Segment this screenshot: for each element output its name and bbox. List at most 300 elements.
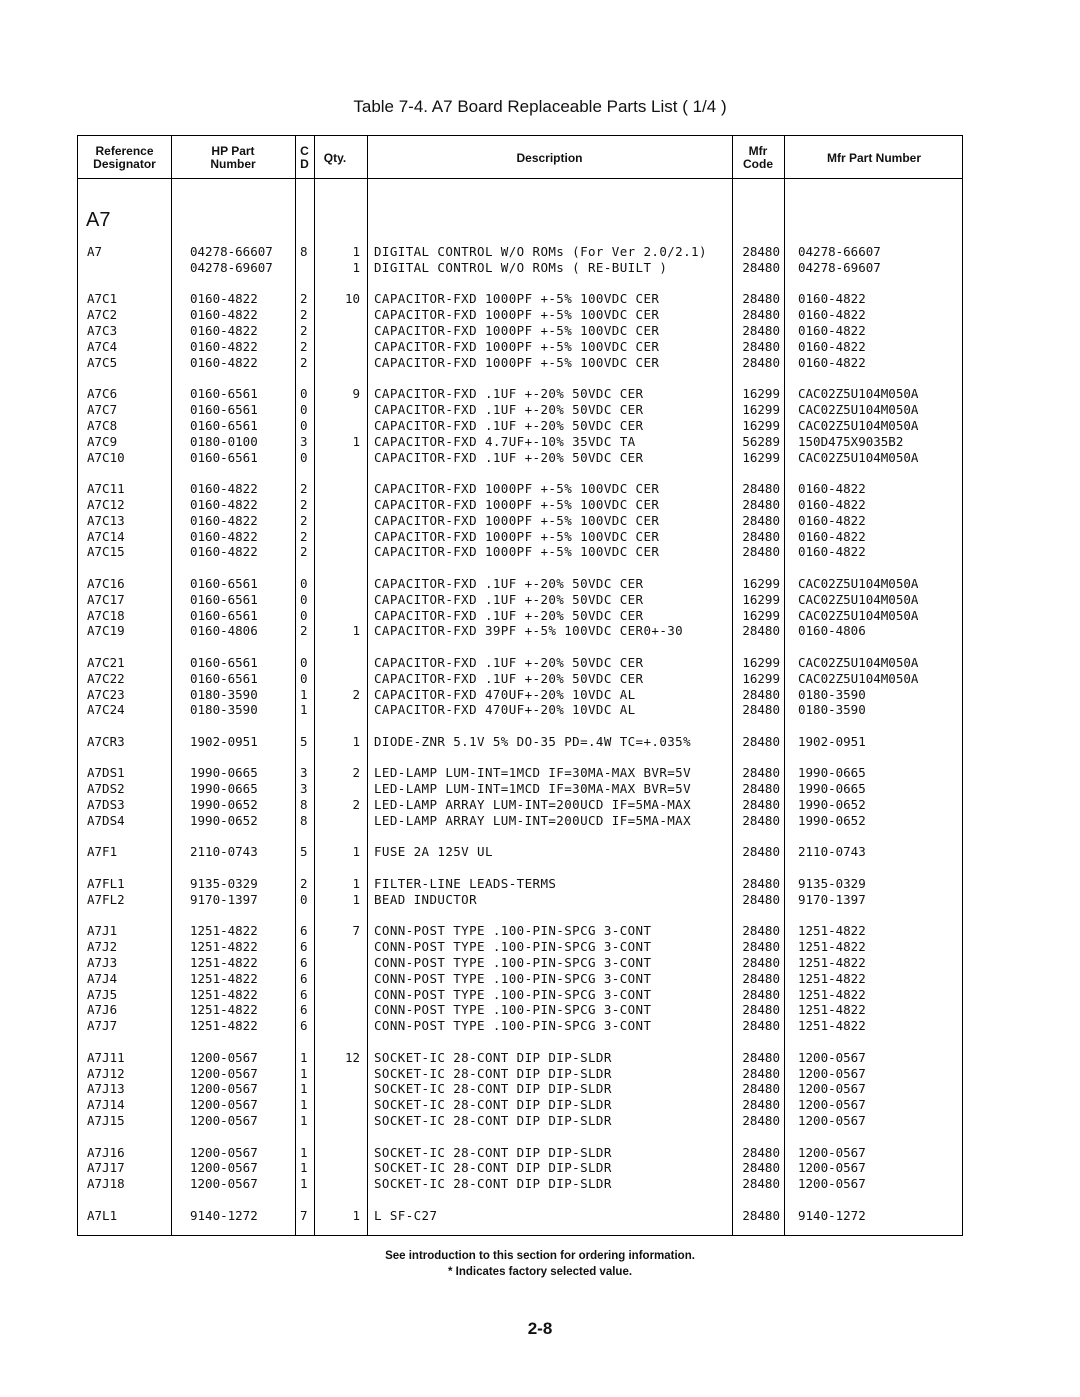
cell-hp: 0180-0100 bbox=[190, 433, 258, 449]
cell-mfr: 16299 bbox=[742, 654, 780, 670]
cell-ref: A7C23 bbox=[87, 686, 125, 702]
cell-ref: A7C3 bbox=[87, 323, 118, 338]
cell-desc: DIGITAL CONTROL W/O ROMs (For Ver 2.0/2.1) bbox=[374, 244, 707, 259]
cell-mfr: 28480 bbox=[742, 323, 780, 338]
cell-desc: DIODE-ZNR 5.1V 5% DO-35 PD=.4W TC=+.035% bbox=[374, 733, 692, 749]
cell-mfr: 28480 bbox=[742, 1160, 780, 1176]
table-row bbox=[78, 1113, 962, 1129]
header-mfr-part-number: Mfr Part Number bbox=[826, 150, 921, 165]
table-row bbox=[78, 687, 962, 703]
cell-mpn: 0160-4822 bbox=[798, 323, 866, 338]
cell-mfr: 28480 bbox=[742, 875, 780, 891]
cell-desc: CAPACITOR-FXD .1UF +-20% 50VDC CER bbox=[374, 591, 644, 607]
cell-mfr: 28480 bbox=[742, 496, 780, 512]
cell-cd: 0 bbox=[300, 607, 308, 623]
table-row bbox=[78, 244, 962, 260]
table-row bbox=[78, 450, 962, 466]
cell-hp: 0160-4822 bbox=[190, 323, 258, 338]
cell-desc: CAPACITOR-FXD .1UF +-20% 50VDC CER bbox=[374, 575, 644, 591]
cell-mfr: 28480 bbox=[742, 938, 780, 954]
cell-mpn: CAC02Z5U104M050A bbox=[798, 670, 919, 686]
cell-mfr: 28480 bbox=[742, 1049, 780, 1065]
cell-ref: A7J1 bbox=[87, 923, 118, 939]
cell-mpn: 9140-1272 bbox=[798, 1207, 866, 1223]
cell-mpn: 0160-4822 bbox=[798, 544, 866, 560]
page-number: 2-8 bbox=[527, 1319, 553, 1338]
cell-desc: CAPACITOR-FXD 1000PF +-5% 100VDC CER bbox=[374, 528, 660, 544]
cell-cd: 2 bbox=[300, 496, 308, 512]
cell-ref: A7J12 bbox=[87, 1065, 125, 1081]
cell-ref: A7C10 bbox=[87, 449, 125, 465]
cell-ref: A7C22 bbox=[87, 670, 125, 686]
cell-mpn: 0160-4822 bbox=[798, 307, 866, 323]
cell-desc: CAPACITOR-FXD 1000PF +-5% 100VDC CER bbox=[374, 338, 660, 354]
table-row bbox=[78, 323, 962, 339]
cell-desc: CONN-POST TYPE .100-PIN-SPCG 3-CONT bbox=[374, 954, 652, 970]
cell-hp: 1200-0567 bbox=[190, 1097, 258, 1113]
cell-desc: SOCKET-IC 28-CONT DIP DIP-SLDR bbox=[374, 1065, 612, 1081]
cell-hp: 1251-4822 bbox=[190, 986, 258, 1002]
table-row bbox=[78, 939, 962, 955]
cell-ref: A7C8 bbox=[87, 417, 118, 433]
table-row bbox=[78, 987, 962, 1003]
cell-desc: CAPACITOR-FXD 1000PF +-5% 100VDC CER bbox=[374, 481, 660, 496]
cell-desc: LED-LAMP ARRAY LUM-INT=200UCD IF=5MA-MAX bbox=[374, 797, 692, 812]
cell-mpn: 1200-0567 bbox=[798, 1049, 866, 1065]
cell-desc: CAPACITOR-FXD .1UF +-20% 50VDC CER bbox=[374, 402, 644, 417]
cell-mpn: 04278-69607 bbox=[798, 259, 881, 275]
cell-hp: 0160-4822 bbox=[190, 338, 258, 354]
table-row bbox=[78, 1160, 962, 1176]
table-row bbox=[78, 513, 962, 529]
cell-cd: 6 bbox=[300, 923, 308, 939]
cell-mpn: CAC02Z5U104M050A bbox=[798, 591, 919, 607]
cell-ref: A7DS3 bbox=[87, 797, 125, 812]
cell-mpn: CAC02Z5U104M050A bbox=[798, 607, 919, 623]
cell-mpn: CAC02Z5U104M050A bbox=[798, 417, 919, 433]
cell-ref: A7J11 bbox=[87, 1049, 125, 1065]
cell-ref: A7C14 bbox=[87, 528, 125, 544]
cell-hp: 0160-6561 bbox=[190, 386, 258, 402]
cell-ref: A7DS1 bbox=[87, 765, 125, 781]
cell-cd: 2 bbox=[300, 354, 308, 370]
cell-ref: A7C12 bbox=[87, 496, 125, 512]
table-row bbox=[78, 702, 962, 718]
cell-mfr: 16299 bbox=[742, 575, 780, 591]
cell-ref: A7C17 bbox=[87, 591, 125, 607]
cell-hp: 1200-0567 bbox=[190, 1160, 258, 1176]
cell-hp: 0160-4806 bbox=[190, 623, 258, 639]
cell-ref: A7J2 bbox=[87, 938, 118, 954]
cell-ref: A7DS2 bbox=[87, 781, 125, 797]
cell-mfr: 28480 bbox=[742, 481, 780, 496]
cell-desc: SOCKET-IC 28-CONT DIP DIP-SLDR bbox=[374, 1176, 612, 1192]
cell-hp: 1990-0652 bbox=[190, 797, 258, 812]
header-hp-part-number: HP Part Number bbox=[210, 144, 256, 171]
cell-qty: 1 bbox=[352, 891, 360, 907]
cell-mfr: 28480 bbox=[742, 1097, 780, 1113]
table-row bbox=[78, 1176, 962, 1192]
cell-cd: 5 bbox=[300, 844, 308, 860]
cell-ref: A7F1 bbox=[87, 844, 118, 860]
cell-hp: 0160-6561 bbox=[190, 575, 258, 591]
cell-mfr: 28480 bbox=[742, 891, 780, 907]
cell-cd: 2 bbox=[300, 307, 308, 323]
cell-hp: 1902-0951 bbox=[190, 733, 258, 749]
cell-mpn: 2110-0743 bbox=[798, 844, 866, 860]
cell-desc: DIGITAL CONTROL W/O ROMs ( RE-BUILT ) bbox=[374, 259, 668, 275]
cell-desc: CAPACITOR-FXD 470UF+-20% 10VDC AL bbox=[374, 702, 636, 718]
table-row bbox=[78, 892, 962, 908]
cell-cd: 0 bbox=[300, 891, 308, 907]
table-row bbox=[78, 481, 962, 497]
cell-hp: 0160-4822 bbox=[190, 528, 258, 544]
cell-mpn: 1251-4822 bbox=[798, 923, 866, 939]
cell-mfr: 16299 bbox=[742, 607, 780, 623]
cell-ref: A7C16 bbox=[87, 575, 125, 591]
cell-desc: CAPACITOR-FXD 1000PF +-5% 100VDC CER bbox=[374, 307, 660, 323]
cell-cd: 2 bbox=[300, 544, 308, 560]
table-row bbox=[78, 1097, 962, 1113]
cell-mpn: 1251-4822 bbox=[798, 970, 866, 986]
cell-desc: CONN-POST TYPE .100-PIN-SPCG 3-CONT bbox=[374, 923, 652, 939]
cell-cd: 0 bbox=[300, 654, 308, 670]
cell-mfr: 28480 bbox=[742, 812, 780, 828]
cell-qty: 12 bbox=[344, 1049, 360, 1065]
cell-cd: 6 bbox=[300, 954, 308, 970]
cell-mpn: 0160-4822 bbox=[798, 291, 866, 307]
cell-mfr: 28480 bbox=[742, 244, 780, 259]
cell-desc: SOCKET-IC 28-CONT DIP DIP-SLDR bbox=[374, 1081, 612, 1097]
cell-ref: A7J18 bbox=[87, 1176, 125, 1192]
cell-cd: 1 bbox=[300, 1176, 308, 1192]
cell-mpn: 9170-1397 bbox=[798, 891, 866, 907]
cell-mpn: 9135-0329 bbox=[798, 875, 866, 891]
cell-cd: 3 bbox=[300, 765, 308, 781]
table-row bbox=[78, 1208, 962, 1224]
cell-cd: 6 bbox=[300, 1002, 308, 1018]
cell-mpn: 1251-4822 bbox=[798, 1002, 866, 1018]
cell-ref: A7J17 bbox=[87, 1160, 125, 1176]
header-description: Description bbox=[516, 150, 583, 165]
table-row bbox=[78, 623, 962, 639]
cell-hp: 0160-4822 bbox=[190, 307, 258, 323]
table-row bbox=[78, 291, 962, 307]
table-row bbox=[78, 1081, 962, 1097]
cell-desc: SOCKET-IC 28-CONT DIP DIP-SLDR bbox=[374, 1113, 612, 1128]
table-row bbox=[78, 813, 962, 829]
table-title: Table 7-4. A7 Board Replaceable Parts List ( 1/4 ) bbox=[353, 97, 727, 116]
cell-hp: 0160-4822 bbox=[190, 291, 258, 307]
cell-cd: 1 bbox=[300, 1049, 308, 1065]
table-row bbox=[78, 876, 962, 892]
cell-desc: CAPACITOR-FXD .1UF +-20% 50VDC CER bbox=[374, 386, 644, 402]
cell-mpn: 0160-4822 bbox=[798, 481, 866, 496]
cell-hp: 9135-0329 bbox=[190, 875, 258, 891]
cell-hp: 0180-3590 bbox=[190, 686, 258, 702]
cell-mpn: 1990-0652 bbox=[798, 812, 866, 828]
cell-mpn: 1200-0567 bbox=[798, 1176, 866, 1192]
cell-ref: A7J4 bbox=[87, 970, 118, 986]
cell-mpn: 0160-4822 bbox=[798, 496, 866, 512]
table-row bbox=[78, 971, 962, 987]
cell-desc: LED-LAMP ARRAY LUM-INT=200UCD IF=5MA-MAX bbox=[374, 812, 692, 828]
table-row bbox=[78, 955, 962, 971]
cell-mfr: 28480 bbox=[742, 970, 780, 986]
cell-mfr: 28480 bbox=[742, 259, 780, 275]
cell-mfr: 28480 bbox=[742, 1144, 780, 1160]
cell-mfr: 28480 bbox=[742, 765, 780, 781]
table-row bbox=[78, 339, 962, 355]
cell-mpn: 1200-0567 bbox=[798, 1097, 866, 1113]
cell-ref: A7C6 bbox=[87, 386, 118, 402]
cell-mfr: 28480 bbox=[742, 1176, 780, 1192]
table-row bbox=[78, 765, 962, 781]
cell-cd: 8 bbox=[300, 812, 308, 828]
cell-mfr: 28480 bbox=[742, 781, 780, 797]
cell-cd: 5 bbox=[300, 733, 308, 749]
cell-mpn: 0160-4822 bbox=[798, 354, 866, 370]
table-row bbox=[78, 1066, 962, 1082]
cell-desc: LED-LAMP LUM-INT=1MCD IF=30MA-MAX BVR=5V bbox=[374, 765, 692, 781]
cell-cd: 0 bbox=[300, 402, 308, 417]
cell-ref: A7J3 bbox=[87, 954, 118, 970]
cell-mfr: 28480 bbox=[742, 986, 780, 1002]
cell-cd: 1 bbox=[300, 1113, 308, 1128]
cell-mpn: 0180-3590 bbox=[798, 686, 866, 702]
cell-mfr: 28480 bbox=[742, 1002, 780, 1018]
cell-desc: SOCKET-IC 28-CONT DIP DIP-SLDR bbox=[374, 1144, 612, 1160]
cell-mpn: 0180-3590 bbox=[798, 702, 866, 718]
table-row bbox=[78, 529, 962, 545]
cell-ref: A7DS4 bbox=[87, 812, 125, 828]
cell-cd: 1 bbox=[300, 1144, 308, 1160]
cell-hp: 0160-4822 bbox=[190, 544, 258, 560]
cell-ref: A7C9 bbox=[87, 433, 118, 449]
cell-hp: 1990-0665 bbox=[190, 781, 258, 797]
table-row bbox=[78, 497, 962, 513]
cell-hp: 9140-1272 bbox=[190, 1207, 258, 1223]
cell-desc: LED-LAMP LUM-INT=1MCD IF=30MA-MAX BVR=5V bbox=[374, 781, 692, 797]
cell-cd: 2 bbox=[300, 528, 308, 544]
cell-cd: 3 bbox=[300, 781, 308, 797]
cell-hp: 0160-6561 bbox=[190, 591, 258, 607]
cell-qty: 10 bbox=[344, 291, 360, 307]
cell-qty: 1 bbox=[352, 433, 360, 449]
cell-mpn: 1251-4822 bbox=[798, 938, 866, 954]
table-row bbox=[78, 307, 962, 323]
cell-mpn: CAC02Z5U104M050A bbox=[798, 402, 919, 417]
cell-mfr: 28480 bbox=[742, 544, 780, 560]
cell-hp: 1990-0652 bbox=[190, 812, 258, 828]
cell-desc: CAPACITOR-FXD .1UF +-20% 50VDC CER bbox=[374, 654, 644, 670]
cell-hp: 0160-6561 bbox=[190, 670, 258, 686]
cell-mfr: 28480 bbox=[742, 623, 780, 639]
cell-hp: 1251-4822 bbox=[190, 923, 258, 939]
cell-mpn: 1200-0567 bbox=[798, 1081, 866, 1097]
header-mfr-code: Mfr Code bbox=[743, 144, 773, 171]
cell-qty: 1 bbox=[352, 844, 360, 860]
cell-desc: FUSE 2A 125V UL bbox=[374, 844, 493, 860]
cell-desc: CAPACITOR-FXD 1000PF +-5% 100VDC CER bbox=[374, 544, 660, 560]
cell-desc: CAPACITOR-FXD 39PF +-5% 100VDC CER0+-30 bbox=[374, 623, 684, 639]
cell-cd: 0 bbox=[300, 417, 308, 433]
cell-desc: CONN-POST TYPE .100-PIN-SPCG 3-CONT bbox=[374, 938, 652, 954]
cell-ref: A7J5 bbox=[87, 986, 118, 1002]
table-row bbox=[78, 1145, 962, 1161]
cell-ref: A7C2 bbox=[87, 307, 118, 323]
cell-mpn: 1251-4822 bbox=[798, 954, 866, 970]
cell-qty: 1 bbox=[352, 244, 360, 259]
table-row bbox=[78, 355, 962, 371]
cell-hp: 1251-4822 bbox=[190, 954, 258, 970]
cell-cd: 0 bbox=[300, 670, 308, 686]
cell-desc: CONN-POST TYPE .100-PIN-SPCG 3-CONT bbox=[374, 1018, 652, 1034]
cell-ref: A7C13 bbox=[87, 512, 125, 528]
cell-cd: 2 bbox=[300, 875, 308, 891]
cell-desc: CAPACITOR-FXD .1UF +-20% 50VDC CER bbox=[374, 670, 644, 686]
cell-mfr: 28480 bbox=[742, 354, 780, 370]
cell-qty: 1 bbox=[352, 259, 360, 275]
cell-ref: A7C21 bbox=[87, 654, 125, 670]
cell-hp: 1251-4822 bbox=[190, 1018, 258, 1034]
cell-mpn: 1902-0951 bbox=[798, 733, 866, 749]
table-row bbox=[78, 781, 962, 797]
cell-desc: CAPACITOR-FXD 4.7UF+-10% 35VDC TA bbox=[374, 433, 636, 449]
cell-mpn: CAC02Z5U104M050A bbox=[798, 575, 919, 591]
cell-hp: 0160-4822 bbox=[190, 481, 258, 496]
cell-mpn: 1990-0652 bbox=[798, 797, 866, 812]
cell-cd: 8 bbox=[300, 244, 308, 259]
table-row bbox=[78, 544, 962, 560]
cell-desc: CONN-POST TYPE .100-PIN-SPCG 3-CONT bbox=[374, 986, 652, 1002]
cell-ref: A7J15 bbox=[87, 1113, 125, 1128]
cell-mfr: 16299 bbox=[742, 386, 780, 402]
cell-mfr: 16299 bbox=[742, 449, 780, 465]
cell-hp: 9170-1397 bbox=[190, 891, 258, 907]
ordering-note: See introduction to this section for ordering information. bbox=[385, 1250, 695, 1262]
cell-ref: A7FL1 bbox=[87, 875, 125, 891]
cell-desc: BEAD INDUCTOR bbox=[374, 891, 478, 907]
cell-hp: 0160-4822 bbox=[190, 354, 258, 370]
cell-mfr: 16299 bbox=[742, 402, 780, 417]
section-label: A7 bbox=[86, 209, 111, 231]
cell-mfr: 28480 bbox=[742, 1207, 780, 1223]
cell-ref: A7L1 bbox=[87, 1207, 118, 1223]
cell-hp: 0180-3590 bbox=[190, 702, 258, 718]
cell-hp: 1251-4822 bbox=[190, 1002, 258, 1018]
cell-mfr: 16299 bbox=[742, 670, 780, 686]
cell-qty: 2 bbox=[352, 797, 360, 812]
cell-qty: 9 bbox=[352, 386, 360, 402]
cell-desc: CONN-POST TYPE .100-PIN-SPCG 3-CONT bbox=[374, 1002, 652, 1018]
cell-mfr: 16299 bbox=[742, 417, 780, 433]
cell-cd: 6 bbox=[300, 1018, 308, 1034]
cell-qty: 1 bbox=[352, 623, 360, 639]
table-row bbox=[78, 1018, 962, 1034]
cell-hp: 2110-0743 bbox=[190, 844, 258, 860]
cell-desc: CAPACITOR-FXD .1UF +-20% 50VDC CER bbox=[374, 417, 644, 433]
cell-cd: 8 bbox=[300, 797, 308, 812]
cell-ref: A7C11 bbox=[87, 481, 125, 496]
cell-cd: 0 bbox=[300, 575, 308, 591]
table-row bbox=[78, 608, 962, 624]
cell-cd: 2 bbox=[300, 512, 308, 528]
cell-hp: 1200-0567 bbox=[190, 1113, 258, 1128]
cell-mfr: 28480 bbox=[742, 1081, 780, 1097]
cell-ref: A7C18 bbox=[87, 607, 125, 623]
cell-mpn: 04278-66607 bbox=[798, 244, 881, 259]
cell-qty: 1 bbox=[352, 733, 360, 749]
table-row bbox=[78, 418, 962, 434]
table-row bbox=[78, 576, 962, 592]
cell-desc: CAPACITOR-FXD 1000PF +-5% 100VDC CER bbox=[374, 291, 660, 307]
cell-mpn: 1251-4822 bbox=[798, 1018, 866, 1034]
table-row bbox=[78, 260, 962, 276]
header-divider bbox=[78, 178, 962, 179]
cell-mfr: 28480 bbox=[742, 923, 780, 939]
cell-mfr: 28480 bbox=[742, 1113, 780, 1128]
cell-desc: CAPACITOR-FXD .1UF +-20% 50VDC CER bbox=[374, 449, 644, 465]
cell-hp: 1200-0567 bbox=[190, 1065, 258, 1081]
cell-desc: CAPACITOR-FXD 470UF+-20% 10VDC AL bbox=[374, 686, 636, 702]
cell-mpn: CAC02Z5U104M050A bbox=[798, 654, 919, 670]
cell-hp: 0160-6561 bbox=[190, 402, 258, 417]
cell-mfr: 28480 bbox=[742, 844, 780, 860]
cell-ref: A7J7 bbox=[87, 1018, 118, 1034]
table-row bbox=[78, 797, 962, 813]
cell-cd: 3 bbox=[300, 433, 308, 449]
cell-cd: 2 bbox=[300, 291, 308, 307]
table-row bbox=[78, 844, 962, 860]
cell-hp: 1200-0567 bbox=[190, 1049, 258, 1065]
factory-selected-note: * Indicates factory selected value. bbox=[447, 1266, 633, 1278]
cell-desc: SOCKET-IC 28-CONT DIP DIP-SLDR bbox=[374, 1049, 612, 1065]
cell-desc: CAPACITOR-FXD 1000PF +-5% 100VDC CER bbox=[374, 496, 660, 512]
cell-ref: A7C5 bbox=[87, 354, 118, 370]
cell-desc: SOCKET-IC 28-CONT DIP DIP-SLDR bbox=[374, 1097, 612, 1113]
cell-hp: 1251-4822 bbox=[190, 970, 258, 986]
cell-cd: 1 bbox=[300, 702, 308, 718]
cell-ref: A7J13 bbox=[87, 1081, 125, 1097]
cell-hp: 0160-6561 bbox=[190, 449, 258, 465]
table-row bbox=[78, 1050, 962, 1066]
cell-mpn: CAC02Z5U104M050A bbox=[798, 386, 919, 402]
cell-hp: 1251-4822 bbox=[190, 938, 258, 954]
cell-cd: 1 bbox=[300, 1097, 308, 1113]
cell-ref: A7J14 bbox=[87, 1097, 125, 1113]
cell-desc: CAPACITOR-FXD .1UF +-20% 50VDC CER bbox=[374, 607, 644, 623]
cell-ref: A7J6 bbox=[87, 1002, 118, 1018]
parts-table bbox=[77, 135, 963, 1236]
cell-cd: 0 bbox=[300, 591, 308, 607]
cell-ref: A7C19 bbox=[87, 623, 125, 639]
cell-desc: CONN-POST TYPE .100-PIN-SPCG 3-CONT bbox=[374, 970, 652, 986]
cell-hp: 1990-0665 bbox=[190, 765, 258, 781]
cell-cd: 0 bbox=[300, 449, 308, 465]
cell-mpn: 1990-0665 bbox=[798, 765, 866, 781]
cell-ref: A7FL2 bbox=[87, 891, 125, 907]
cell-hp: 0160-4822 bbox=[190, 496, 258, 512]
cell-cd: 1 bbox=[300, 1081, 308, 1097]
cell-cd: 1 bbox=[300, 1065, 308, 1081]
cell-mfr: 28480 bbox=[742, 686, 780, 702]
cell-mfr: 28480 bbox=[742, 528, 780, 544]
cell-cd: 7 bbox=[300, 1207, 308, 1223]
cell-mfr: 28480 bbox=[742, 1065, 780, 1081]
cell-mfr: 28480 bbox=[742, 954, 780, 970]
cell-hp: 1200-0567 bbox=[190, 1081, 258, 1097]
